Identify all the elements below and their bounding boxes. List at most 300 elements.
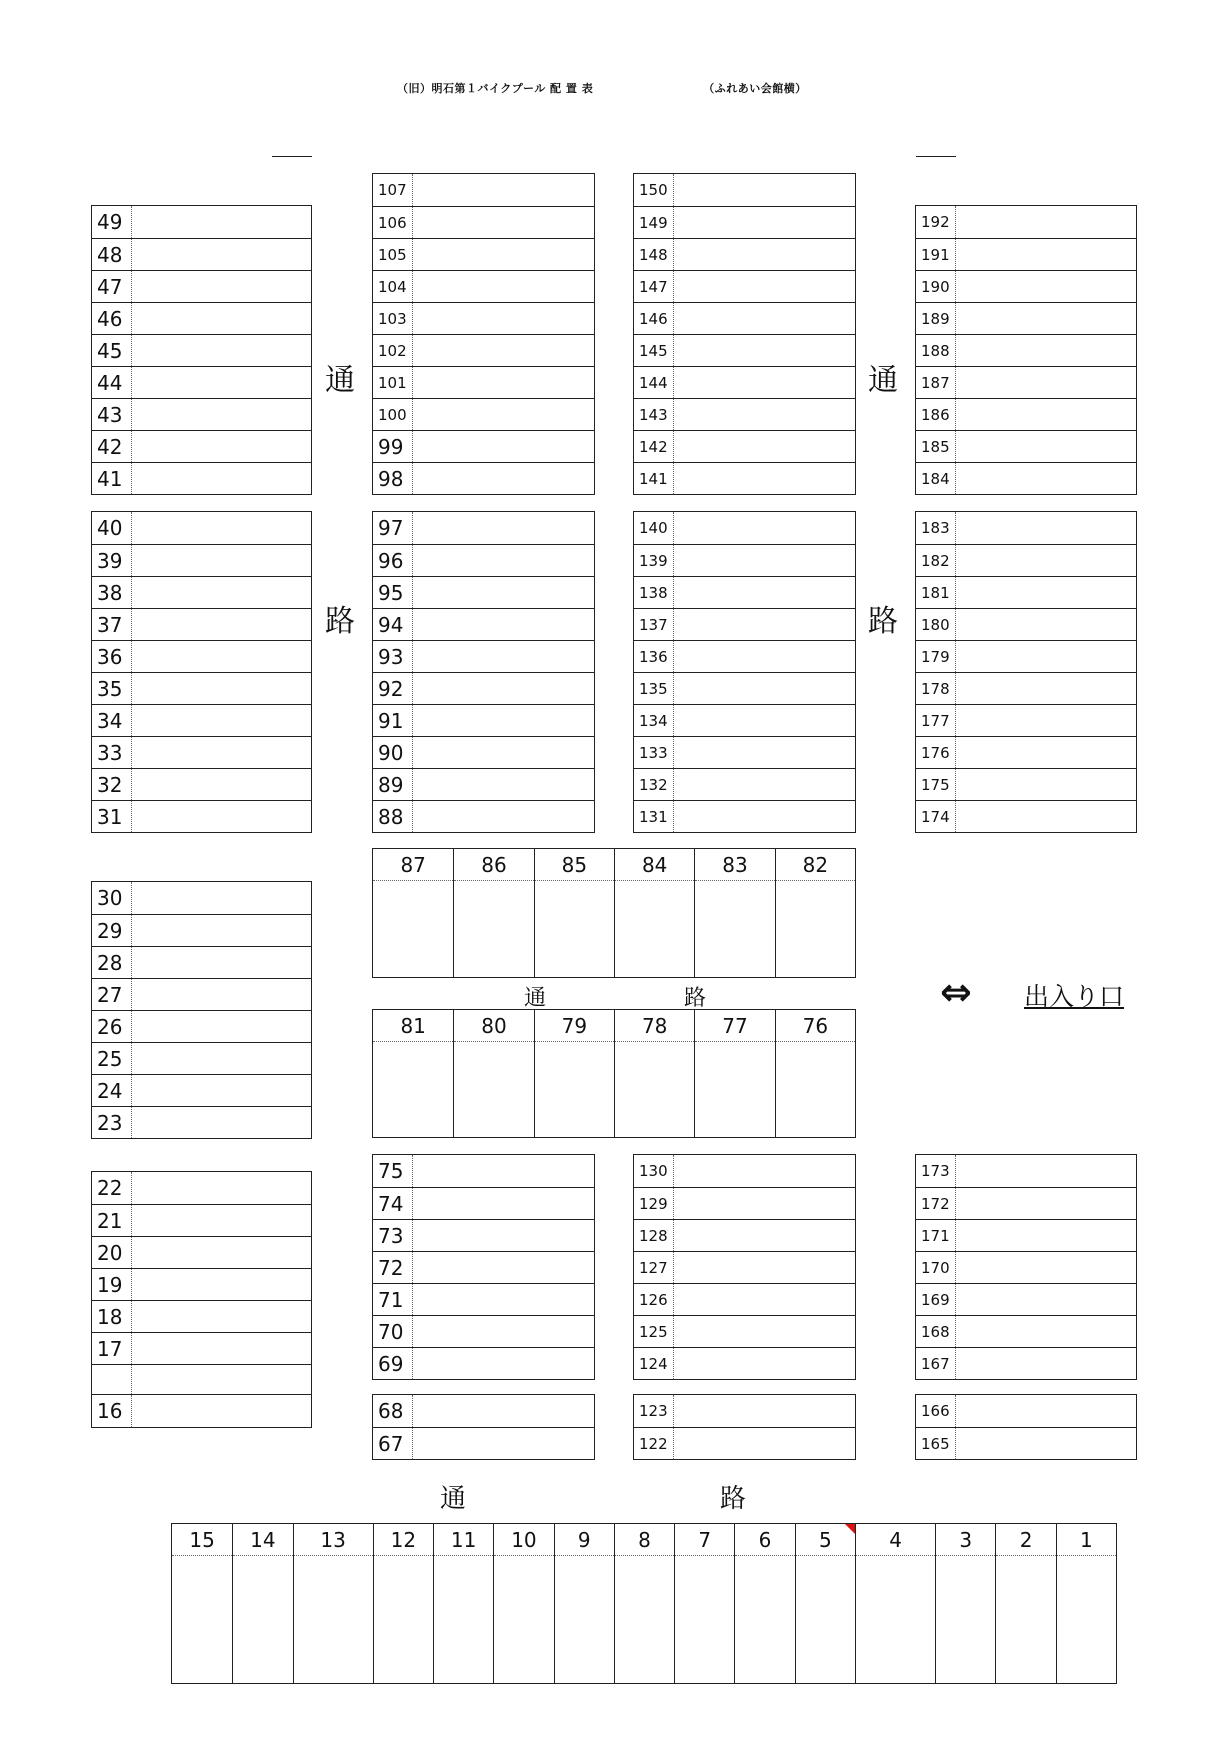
entrance-label: 出入り口 (1024, 982, 1125, 1011)
slot-number: 28 (92, 947, 132, 978)
slot-cell (373, 849, 453, 977)
slot-number: 95 (373, 577, 413, 608)
slot-row (634, 366, 855, 398)
slot-number: 165 (916, 1428, 956, 1459)
slot-number: 21 (92, 1205, 132, 1236)
slot-cell (534, 1010, 614, 1137)
slot-row (92, 398, 311, 430)
slot-number: 25 (92, 1043, 132, 1074)
bottom-aisle-char-2: 路 (720, 1484, 747, 1514)
slot-row (92, 430, 311, 462)
slot-number: 136 (634, 641, 674, 672)
slot-row (92, 576, 311, 608)
slot-row (916, 736, 1136, 768)
block-far-right-2 (915, 511, 1137, 833)
slot-row (373, 1251, 594, 1283)
slot-number: 173 (916, 1155, 956, 1187)
bottom-aisle-char-1: 通 (440, 1484, 467, 1514)
slot-row (634, 768, 855, 800)
slot-row (634, 430, 855, 462)
slot-number: 149 (634, 207, 674, 238)
slot-number: 90 (373, 737, 413, 768)
block-right-1 (633, 173, 856, 495)
slot-cell (293, 1524, 373, 1683)
slot-number: 14 (233, 1524, 292, 1556)
slot-number: 7 (675, 1524, 734, 1556)
slot-number: 78 (615, 1010, 694, 1042)
slot-number: 13 (294, 1524, 373, 1556)
slot-row (92, 640, 311, 672)
slot-row (634, 512, 855, 544)
slot-row (916, 1251, 1136, 1283)
slot-number (92, 1365, 132, 1396)
slot-row (92, 946, 311, 978)
slot-number: 97 (373, 512, 413, 544)
divider-line (916, 156, 956, 157)
slot-number: 180 (916, 609, 956, 640)
slot-row (916, 1395, 1136, 1427)
mid-aisle-char-1: 通 (524, 986, 547, 1011)
slot-number: 122 (634, 1428, 674, 1459)
slot-number: 73 (373, 1220, 413, 1251)
slot-row (92, 512, 311, 544)
slot-number: 182 (916, 545, 956, 576)
block-horizontal-upper (372, 848, 856, 978)
slot-number: 172 (916, 1188, 956, 1219)
slot-number: 6 (735, 1524, 794, 1556)
slot-row (916, 366, 1136, 398)
block-mid-1 (372, 173, 595, 495)
slot-row (92, 1395, 311, 1427)
slot-number: 68 (373, 1395, 413, 1427)
slot-number: 138 (634, 577, 674, 608)
slot-row (92, 462, 311, 494)
block-mid-3 (372, 1154, 595, 1380)
slot-row (634, 544, 855, 576)
slot-number: 32 (92, 769, 132, 800)
slot-number: 186 (916, 399, 956, 430)
slot-row (92, 1236, 311, 1268)
slot-row (92, 800, 311, 832)
slot-number: 148 (634, 239, 674, 270)
block-mid-4 (372, 1394, 595, 1460)
slot-number: 190 (916, 271, 956, 302)
slot-row (373, 1155, 594, 1187)
slot-number: 139 (634, 545, 674, 576)
block-right-3 (633, 1154, 856, 1380)
block-far-right-1 (915, 205, 1137, 495)
slot-number: 71 (373, 1284, 413, 1315)
slot-row (373, 270, 594, 302)
slot-row (916, 398, 1136, 430)
slot-row (916, 462, 1136, 494)
slot-row (373, 672, 594, 704)
slot-number: 40 (92, 512, 132, 544)
slot-row (373, 1347, 594, 1379)
slot-row (916, 270, 1136, 302)
subtitle-text: （ふれあい会館横） (703, 82, 807, 95)
slot-cell (935, 1524, 995, 1683)
slot-number: 105 (373, 239, 413, 270)
slot-row (373, 576, 594, 608)
slot-number: 124 (634, 1348, 674, 1379)
slot-cell (554, 1524, 614, 1683)
slot-row (916, 430, 1136, 462)
slot-cell (775, 1010, 855, 1137)
slot-number: 184 (916, 463, 956, 494)
slot-number: 192 (916, 206, 956, 238)
slot-number: 185 (916, 431, 956, 462)
slot-number: 24 (92, 1075, 132, 1106)
block-left-3 (91, 881, 312, 1139)
slot-row (92, 544, 311, 576)
divider-line (272, 156, 312, 157)
slot-row (92, 1364, 311, 1396)
slot-number: 104 (373, 271, 413, 302)
slot-row (373, 640, 594, 672)
slot-number: 141 (634, 463, 674, 494)
slot-row (634, 302, 855, 334)
block-left-1 (91, 205, 312, 495)
slot-number: 189 (916, 303, 956, 334)
slot-row (373, 366, 594, 398)
slot-row (916, 672, 1136, 704)
block-left-5 (91, 1394, 312, 1428)
slot-number: 101 (373, 367, 413, 398)
slot-number: 170 (916, 1252, 956, 1283)
slot-row (373, 430, 594, 462)
slot-row (916, 238, 1136, 270)
slot-number: 23 (92, 1107, 132, 1138)
slot-row (916, 1315, 1136, 1347)
slot-number: 17 (92, 1333, 132, 1364)
slot-row (373, 1427, 594, 1459)
slot-row (916, 608, 1136, 640)
slot-number: 89 (373, 769, 413, 800)
slot-row (92, 1106, 311, 1138)
slot-row (916, 512, 1136, 544)
red-corner-marker (845, 1524, 855, 1534)
slot-row (92, 704, 311, 736)
slot-row (92, 882, 311, 914)
slot-cell (674, 1524, 734, 1683)
slot-cell (855, 1524, 935, 1683)
slot-number: 38 (92, 577, 132, 608)
slot-row (634, 1427, 855, 1459)
slot-number: 94 (373, 609, 413, 640)
slot-row (92, 1010, 311, 1042)
slot-row (634, 736, 855, 768)
slot-row (916, 1283, 1136, 1315)
slot-number: 29 (92, 915, 132, 946)
slot-cell (534, 849, 614, 977)
aisle-right-char-2: 路 (868, 604, 898, 639)
slot-row (373, 768, 594, 800)
slot-number: 150 (634, 174, 674, 206)
slot-row (373, 1283, 594, 1315)
slot-number: 144 (634, 367, 674, 398)
slot-row (92, 270, 311, 302)
slot-row (634, 462, 855, 494)
block-right-4 (633, 1394, 856, 1460)
slot-number: 83 (695, 849, 774, 881)
slot-number: 87 (373, 849, 453, 881)
slot-number: 70 (373, 1316, 413, 1347)
slot-number: 44 (92, 367, 132, 398)
slot-number: 48 (92, 239, 132, 270)
slot-number: 81 (373, 1010, 453, 1042)
slot-number: 2 (996, 1524, 1055, 1556)
slot-row (916, 544, 1136, 576)
slot-number: 171 (916, 1220, 956, 1251)
slot-row (373, 704, 594, 736)
slot-number: 183 (916, 512, 956, 544)
slot-row (92, 1300, 311, 1332)
slot-number: 3 (936, 1524, 995, 1556)
slot-number: 188 (916, 335, 956, 366)
slot-number: 146 (634, 303, 674, 334)
slot-row (92, 238, 311, 270)
slot-number: 91 (373, 705, 413, 736)
slot-number: 107 (373, 174, 413, 206)
slot-cell (995, 1524, 1055, 1683)
slot-number: 41 (92, 463, 132, 494)
slot-row (634, 608, 855, 640)
slot-row (373, 206, 594, 238)
slot-number: 128 (634, 1220, 674, 1251)
slot-number: 169 (916, 1284, 956, 1315)
slot-cell (614, 849, 694, 977)
slot-number: 84 (615, 849, 694, 881)
slot-cell (614, 1010, 694, 1137)
slot-row (373, 512, 594, 544)
slot-row (916, 1155, 1136, 1187)
slot-number: 74 (373, 1188, 413, 1219)
slot-number: 175 (916, 769, 956, 800)
slot-number: 167 (916, 1348, 956, 1379)
block-left-2 (91, 511, 312, 833)
slot-number: 20 (92, 1237, 132, 1268)
slot-number: 103 (373, 303, 413, 334)
block-mid-2 (372, 511, 595, 833)
slot-number: 187 (916, 367, 956, 398)
block-horizontal-lower (372, 1009, 856, 1138)
slot-row (916, 768, 1136, 800)
slot-row (373, 1187, 594, 1219)
slot-number: 39 (92, 545, 132, 576)
slot-number: 47 (92, 271, 132, 302)
slot-number: 96 (373, 545, 413, 576)
slot-number: 19 (92, 1269, 132, 1300)
slot-number: 82 (776, 849, 855, 881)
slot-row (916, 576, 1136, 608)
slot-number: 12 (374, 1524, 433, 1556)
slot-row (916, 1347, 1136, 1379)
slot-row (916, 206, 1136, 238)
slot-row (373, 736, 594, 768)
slot-row (634, 800, 855, 832)
slot-number: 15 (172, 1524, 232, 1556)
slot-number: 140 (634, 512, 674, 544)
slot-number: 35 (92, 673, 132, 704)
slot-number: 43 (92, 399, 132, 430)
slot-number: 79 (535, 1010, 614, 1042)
slot-row (634, 174, 855, 206)
slot-row (634, 640, 855, 672)
slot-row (92, 1172, 311, 1204)
slot-row (373, 174, 594, 206)
block-far-right-3 (915, 1154, 1137, 1380)
slot-number: 22 (92, 1172, 132, 1204)
aisle-left-char-1: 通 (325, 363, 355, 398)
slot-number: 80 (454, 1010, 533, 1042)
slot-cell (614, 1524, 674, 1683)
slot-number: 126 (634, 1284, 674, 1315)
slot-number: 77 (695, 1010, 774, 1042)
slot-cell (453, 1010, 533, 1137)
slot-row (634, 398, 855, 430)
slot-number: 102 (373, 335, 413, 366)
block-right-2 (633, 511, 856, 833)
slot-number: 10 (494, 1524, 553, 1556)
slot-number: 37 (92, 609, 132, 640)
slot-row (373, 800, 594, 832)
slot-row (92, 672, 311, 704)
slot-number: 85 (535, 849, 614, 881)
slot-number: 92 (373, 673, 413, 704)
slot-row (373, 334, 594, 366)
slot-number: 191 (916, 239, 956, 270)
slot-number: 18 (92, 1301, 132, 1332)
slot-number: 133 (634, 737, 674, 768)
slot-cell (232, 1524, 292, 1683)
slot-cell (694, 849, 774, 977)
slot-number: 30 (92, 882, 132, 914)
slot-row (92, 1042, 311, 1074)
slot-number: 67 (373, 1428, 413, 1459)
slot-number: 31 (92, 801, 132, 832)
slot-number: 42 (92, 431, 132, 462)
slot-number: 178 (916, 673, 956, 704)
slot-number: 49 (92, 206, 132, 238)
slot-number: 8 (615, 1524, 674, 1556)
slot-row (92, 914, 311, 946)
slot-row (634, 334, 855, 366)
slot-row (634, 1187, 855, 1219)
slot-row (916, 1427, 1136, 1459)
slot-number: 26 (92, 1011, 132, 1042)
slot-number: 174 (916, 801, 956, 832)
slot-row (373, 398, 594, 430)
slot-number: 123 (634, 1395, 674, 1427)
slot-row (92, 768, 311, 800)
slot-row (916, 800, 1136, 832)
slot-row (92, 1268, 311, 1300)
slot-number: 46 (92, 303, 132, 334)
block-left-4 (91, 1171, 312, 1396)
slot-row (634, 704, 855, 736)
slot-number: 143 (634, 399, 674, 430)
slot-number: 1 (1057, 1524, 1116, 1556)
slot-row (916, 1187, 1136, 1219)
slot-row (916, 1219, 1136, 1251)
slot-number: 125 (634, 1316, 674, 1347)
slot-row (634, 1315, 855, 1347)
slot-row (373, 1315, 594, 1347)
slot-row (373, 462, 594, 494)
slot-row (373, 302, 594, 334)
slot-number: 179 (916, 641, 956, 672)
slot-number: 137 (634, 609, 674, 640)
slot-number: 166 (916, 1395, 956, 1427)
slot-cell (433, 1524, 493, 1683)
slot-number: 45 (92, 335, 132, 366)
slot-row (373, 544, 594, 576)
aisle-right-char-1: 通 (868, 363, 898, 398)
slot-cell (795, 1524, 855, 1683)
slot-row (634, 1347, 855, 1379)
slot-row (373, 1219, 594, 1251)
slot-number: 142 (634, 431, 674, 462)
slot-number: 177 (916, 705, 956, 736)
slot-cell (373, 1524, 433, 1683)
slot-number: 130 (634, 1155, 674, 1187)
slot-row (92, 334, 311, 366)
slot-number: 86 (454, 849, 533, 881)
slot-row (92, 206, 311, 238)
slot-number: 147 (634, 271, 674, 302)
slot-row (92, 366, 311, 398)
slot-number: 4 (856, 1524, 935, 1556)
slot-cell (734, 1524, 794, 1683)
slot-number: 16 (92, 1395, 132, 1427)
slot-cell (775, 849, 855, 977)
mid-aisle-char-2: 路 (684, 986, 707, 1011)
slot-row (634, 238, 855, 270)
slot-row (634, 1395, 855, 1427)
slot-row (634, 576, 855, 608)
slot-number: 131 (634, 801, 674, 832)
slot-row (916, 704, 1136, 736)
slot-cell (453, 849, 533, 977)
slot-number: 145 (634, 335, 674, 366)
slot-row (634, 1219, 855, 1251)
slot-row (634, 1251, 855, 1283)
slot-cell (172, 1524, 232, 1683)
slot-number: 134 (634, 705, 674, 736)
slot-row (634, 1283, 855, 1315)
slot-row (916, 334, 1136, 366)
slot-row (373, 238, 594, 270)
slot-row (634, 270, 855, 302)
slot-number: 69 (373, 1348, 413, 1379)
slot-number: 176 (916, 737, 956, 768)
slot-cell (694, 1010, 774, 1137)
slot-row (92, 1204, 311, 1236)
double-arrow-icon: ⇔ (940, 970, 972, 1014)
slot-number: 99 (373, 431, 413, 462)
page-title (397, 80, 807, 96)
slot-number: 11 (434, 1524, 493, 1556)
slot-row (634, 206, 855, 238)
slot-number: 106 (373, 207, 413, 238)
aisle-left-char-2: 路 (325, 604, 355, 639)
slot-number: 98 (373, 463, 413, 494)
slot-number: 127 (634, 1252, 674, 1283)
slot-number: 72 (373, 1252, 413, 1283)
slot-number: 9 (555, 1524, 614, 1556)
slot-row (92, 1332, 311, 1364)
